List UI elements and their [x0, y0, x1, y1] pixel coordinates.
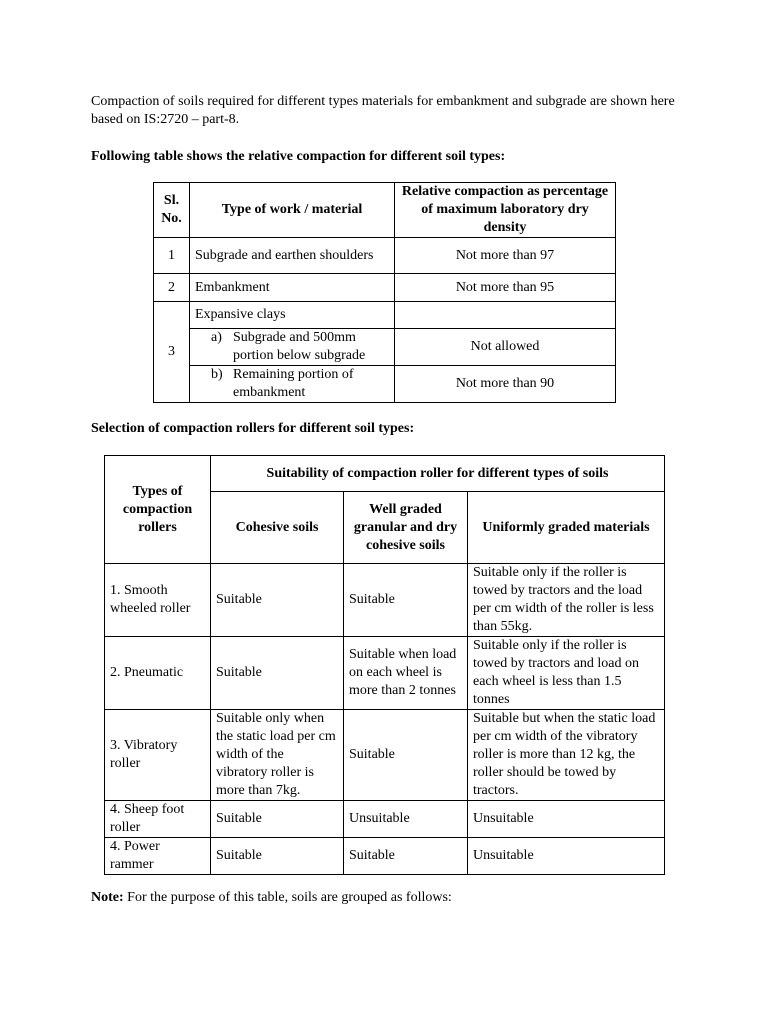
cell-value: Not more than 90	[395, 366, 616, 403]
cell-value: Not allowed	[395, 329, 616, 366]
cell-cohesive: Suitable	[211, 838, 344, 875]
cell-roller: 2. Pneumatic	[105, 637, 211, 710]
table-row	[154, 274, 616, 302]
table-row	[105, 637, 665, 710]
cell-granular: Suitable	[344, 838, 468, 875]
cell-roller: 4. Power rammer	[105, 838, 211, 875]
cell-roller: 1. Smooth wheeled roller	[105, 564, 211, 637]
cell-type-sub-b	[190, 366, 395, 403]
cell-cohesive: Suitable	[211, 801, 344, 838]
table-row	[154, 329, 616, 366]
cell-type: Subgrade and earthen shoulders	[190, 238, 395, 274]
cell-uniform: Suitable only if the roller is towed by tractors and load on each wheel is less than 1.5 tonnes	[468, 637, 665, 710]
table-row	[154, 238, 616, 274]
cell-cohesive: Suitable only when the static load per cm width of the vibratory roller is more than 7kg.	[211, 710, 344, 801]
sub-text: Remaining portion of embankment	[233, 367, 354, 400]
header-granular: Well graded granular and dry cohesive soils	[344, 492, 468, 564]
table-row	[105, 564, 665, 637]
cell-value	[395, 302, 616, 329]
cell-uniform: Suitable but when the static load per cm width of the vibratory roller is more than 12 kg, the roller should be towed by tractors.	[468, 710, 665, 801]
table-row	[105, 838, 665, 875]
cell-cohesive: Suitable	[211, 637, 344, 710]
cell-sl: 2	[154, 274, 190, 302]
note-label: Note:	[91, 890, 124, 905]
header-relative-compaction: Relative compaction as percentage of maximum laboratory dry density	[395, 183, 616, 238]
table-row	[105, 801, 665, 838]
table-row	[154, 302, 616, 329]
cell-type: Embankment	[190, 274, 395, 302]
header-cohesive: Cohesive soils	[211, 492, 344, 564]
cell-uniform: Unsuitable	[468, 801, 665, 838]
relative-compaction-table	[153, 182, 616, 403]
cell-sl: 1	[154, 238, 190, 274]
cell-sl: 3	[154, 302, 190, 403]
cell-granular: Suitable	[344, 710, 468, 801]
compaction-roller-table	[104, 455, 665, 875]
note-text: For the purpose of this table, soils are grouped as follows:	[123, 890, 452, 905]
cell-roller: 3. Vibratory roller	[105, 710, 211, 801]
cell-cohesive: Suitable	[211, 564, 344, 637]
header-type-of-work: Type of work / material	[190, 183, 395, 238]
cell-roller: 4. Sheep foot roller	[105, 801, 211, 838]
table1-header-row	[154, 183, 616, 238]
cell-type: Expansive clays	[190, 302, 395, 329]
sub-text: Subgrade and 500mm portion below subgrade	[233, 330, 366, 363]
cell-granular: Suitable when load on each wheel is more than 2 tonnes	[344, 637, 468, 710]
table-row	[154, 366, 616, 403]
table1-heading: Following table shows the relative compaction for different soil types:	[91, 149, 506, 164]
header-sl-no: Sl. No.	[154, 183, 190, 238]
cell-granular: Unsuitable	[344, 801, 468, 838]
cell-uniform: Suitable only if the roller is towed by tractors and the load per cm width of the roller is less than 55kg.	[468, 564, 665, 637]
cell-type-sub-a	[190, 329, 395, 366]
header-roller-types: Types of compaction rollers	[105, 456, 211, 564]
cell-granular: Suitable	[344, 564, 468, 637]
sub-marker: b)	[211, 367, 223, 382]
cell-uniform: Unsuitable	[468, 838, 665, 875]
note-paragraph	[91, 889, 681, 907]
cell-value: Not more than 97	[395, 238, 616, 274]
intro-paragraph: Compaction of soils required for different types materials for embankment and subgrade are shown here based on IS:2720 – part-8.	[91, 94, 675, 127]
header-uniform: Uniformly graded materials	[468, 492, 665, 564]
cell-value: Not more than 95	[395, 274, 616, 302]
table2-header-row	[105, 456, 665, 492]
table-row	[105, 710, 665, 801]
sub-marker: a)	[211, 330, 222, 345]
header-suitability: Suitability of compaction roller for different types of soils	[211, 456, 665, 492]
table2-heading: Selection of compaction rollers for different soil types:	[91, 421, 415, 436]
